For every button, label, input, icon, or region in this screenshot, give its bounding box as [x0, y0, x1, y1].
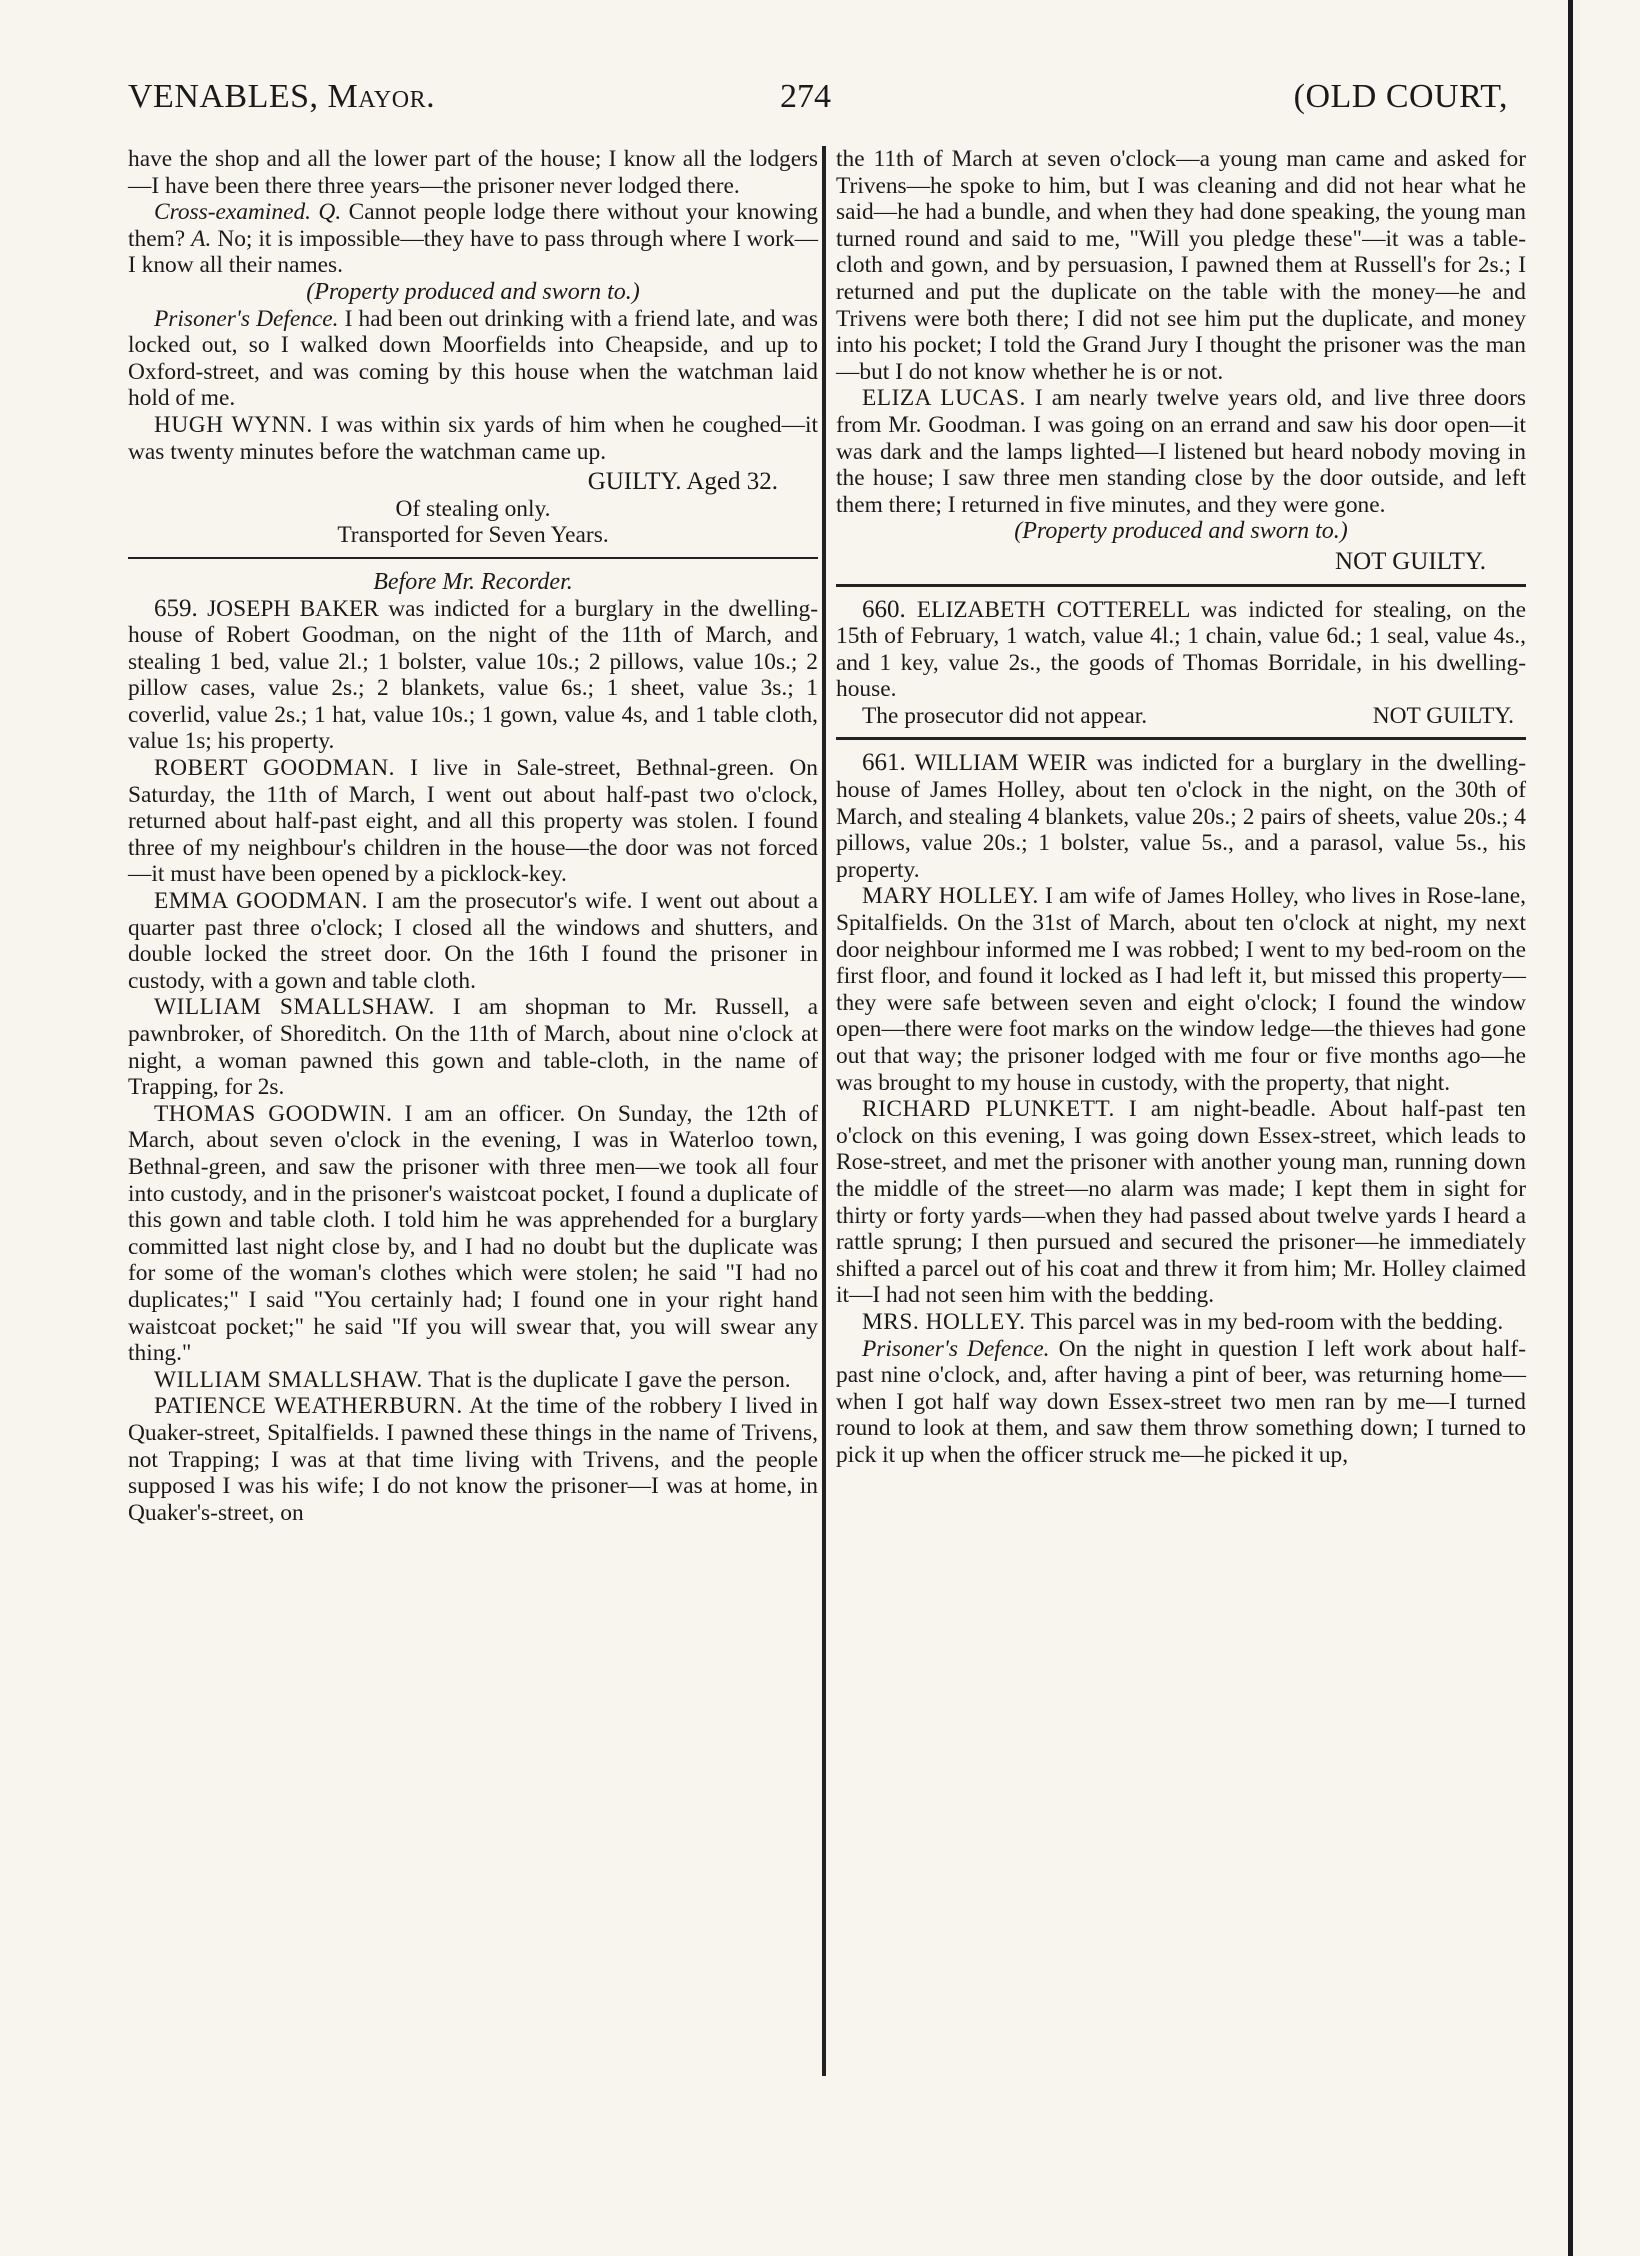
page-header [128, 78, 1508, 128]
defence-text: I had been out drinking with a friend late, and was locked out, so I walked down Moorfields into Cheapside, and up to Oxford-street, and was coming by this house when the watchman laid hold of me. [128, 305, 818, 412]
defence-label: Prisoner's Defence. [862, 1335, 1050, 1362]
verdict: NOT GUILTY. [1335, 547, 1486, 575]
paragraph: the 11th of March at seven o'clock—a young man came and asked for Trivens—he spoke to him, but I was cleaning and did not hear what he said—he had a bundle, and when they had done speaking, the young man turned round and said to me, "Will you pledge these"—it was a table-cloth and gown, and by persuasion, I pawned them at Russell's for 2s.; I returned and put the duplicate on the table with the money—he and Trivens were both there; I did not see him put the duplicate, and money into his pocket; I told the Grand Jury I thought the prisoner was the man—but I do not know whether he is or not. [836, 146, 1526, 385]
case-number: 661. [862, 749, 906, 777]
witness-name: EMMA GOODMAN. [154, 888, 368, 915]
page-number: 274 [780, 78, 831, 115]
prisoners-defence [836, 1336, 1526, 1469]
witness-name: PATIENCE WEATHERBURN. [154, 1393, 463, 1420]
answer-text: No; it is impossible—they have to pass through where I work—I know all their names. [128, 225, 818, 279]
case-outcome [836, 703, 1526, 730]
section-rule [128, 557, 818, 559]
indictment-text: was indicted for a burglary in the dwelling-house of James Holley, about ten o'clock in the night, on the 30th of March, and stealing 4 blankets, value 20s.; 2 pairs of sheets, value 20s.; 4 pillows, value 20s.; 1 bolster, value 5s., and a parasol, value 5s., his property. [836, 750, 1526, 883]
property-note: (Property produced and sworn to.) [306, 278, 640, 305]
testimony-text: I am an officer. On Sunday, the 12th of March, about seven o'clock in the evening, I was in Waterloo town, Bethnal-green, and saw the prisoner with three men—we took all four into custody, and in the prisoner's waistcoat pocket, I found a duplicate of this gown and table cloth. I told him he was apprehended for a burglary committed last night close by, and I had no doubt but the duplicate was for some of the woman's clothes which were stolen; he said "I had no duplicates;" I said "You certainly had; I found one in your right hand waistcoat pocket;" he said "If you will swear that, you will swear any thing." [128, 1100, 818, 1367]
testimony-text: At the time of the robbery I lived in Quaker-street, Spitalfields. I pawned these things in the name of Trivens, not Trapping; I was at that time living with Trivens, and the people supposed I was his wife; I do not know the prisoner—I was at home, in Quaker's-street, on [128, 1393, 818, 1526]
defence-text: On the night in question I left work about half-past nine o'clock, and, after having a pint of beer, was returning home—when I got half way down Essex-street two men ran by me—I turned round to look at them, and saw them throw something down; I turned to pick it up when the officer struck me—he picked it up, [836, 1335, 1527, 1468]
prosecutor-note: The prosecutor did not appear. [862, 702, 1148, 729]
q-marker: Q. [318, 199, 342, 226]
defendant-name: ELIZABETH COTTERELL [916, 596, 1190, 623]
case-indictment [836, 597, 1526, 703]
indictment-text: was indicted for stealing, on the 15th of February, 1 watch, value 4l.; 1 chain, value 6d.; 1 seal, value 4s., and 1 key, value 2s., the goods of Thomas Borridale, in his dwelling-house. [836, 596, 1526, 703]
testimony [128, 994, 818, 1100]
witness-name: MARY HOLLEY. [862, 883, 1039, 910]
verdict: GUILTY. Aged 32. [587, 468, 778, 496]
testimony [128, 1367, 818, 1394]
a-marker: A. [191, 225, 212, 252]
testimony-text: I am wife of James Holley, who lives in Rose-lane, Spitalfields. On the 31st of March, about ten o'clock at night, my next door neighbour informed me I was robbed; I went to my bed-room on the first floor, and found it locked as I had left it, but missed this property—they were safe between seven and eight o'clock; I found the window open—there were foot marks on the window ledge—the thieves had gone out that way; the prisoner lodged with me four or five months ago—he was brought to my house in custody, with the property, that night. [836, 883, 1526, 1096]
testimony-text: I was within six yards of him when he coughed—it was twenty minutes before the watchman came up. [128, 411, 818, 465]
verdict: NOT GUILTY. [1372, 702, 1514, 729]
witness-name: WILLIAM SMALLSHAW. [154, 994, 435, 1021]
right-column [836, 146, 1526, 1469]
testimony [128, 1101, 818, 1367]
cross-examined-label: Cross-examined. [154, 199, 311, 226]
prisoners-defence [128, 306, 818, 412]
verdict-qualifier: Of stealing only. [395, 495, 551, 522]
defendant-name: JOSEPH BAKER [207, 595, 379, 622]
witness-name: RICHARD PLUNKETT. [862, 1096, 1115, 1123]
paragraph: have the shop and all the lower part of the house; I know all the lodgers—I have been there three years—the prisoner never lodged there. [128, 146, 818, 199]
witness-name: HUGH WYNN. [154, 411, 313, 438]
testimony [836, 883, 1526, 1096]
case-indictment [128, 596, 818, 756]
testimony [836, 1096, 1526, 1309]
page-edge-shadow [1568, 0, 1573, 2256]
running-head-right: (OLD COURT, [1293, 78, 1508, 115]
testimony-text: This parcel was in my bed-room with the bedding. [1030, 1308, 1504, 1335]
section-rule [836, 737, 1526, 740]
case-indictment [836, 750, 1526, 883]
testimony [836, 1309, 1526, 1336]
testimony [128, 888, 818, 994]
testimony-text: That is the duplicate I gave the person. [428, 1366, 791, 1393]
testimony [128, 1393, 818, 1526]
witness-name: ROBERT GOODMAN. [154, 755, 396, 782]
cross-examination [128, 199, 818, 279]
column-divider [822, 146, 826, 2076]
indictment-text: was indicted for a burglary in the dwelling-house of Robert Goodman, on the night of the 11th of March, and stealing 1 bed, value 2l.; 1 bolster, value 10s.; 2 pillows, value 10s.; 2 pillow cases, value 2s.; 2 blankets, value 6s.; 1 sheet, value 3s.; 1 coverlid, value 2s.; 1 hat, value 10s.; 1 gown, value 4s, and 1 table cloth, value 1s; his property. [128, 595, 818, 755]
witness-name: WILLIAM SMALLSHAW. [154, 1366, 423, 1393]
witness-name: MRS. HOLLEY. [862, 1308, 1026, 1335]
left-column [128, 146, 818, 1526]
testimony-text: I live in Sale-street, Bethnal-green. On Saturday, the 11th of March, I went out about half-past two o'clock, returned about half-past eight, and all this property was stolen. I found three of my neighbour's children in the house—the door was not forced—it must have been opened by a picklock-key. [128, 755, 818, 888]
testimony-text: I am shopman to Mr. Russell, a pawnbroker, of Shoreditch. On the 11th of March, about nine o'clock at night, a woman pawned this gown and table-cloth, in the name of Trapping, for 2s. [128, 994, 818, 1101]
section-rule [836, 584, 1526, 587]
testimony-text: I am nearly twelve years old, and live three doors from Mr. Goodman. I was going on an errand and saw his door open—it was dark and the lamps lighted—I listened but heard nobody moving in the house; I saw three men standing close by the door outside, and left them there; I returned in five minutes, and they were gone. [836, 385, 1526, 518]
question-text: Cannot people lodge there without your knowing them? [128, 199, 818, 252]
testimony [128, 755, 818, 888]
testimony-text: I am the prosecutor's wife. I went out about a quarter past three o'clock; I closed all the windows and shutters, and double locked the street door. On the 16th I found the prisoner in custody, with a gown and table cloth. [128, 888, 818, 994]
court-heading: Before Mr. Recorder. [373, 568, 573, 595]
property-note: (Property produced and sworn to.) [1014, 518, 1348, 545]
testimony-text: I am night-beadle. About half-past ten o'clock on this evening, I was going down Essex-street, which leads to Rose-street, and met the prisoner with another young man, running down the middle of the street—no alarm was made; I kept them in sight for thirty or forty yards—when they had passed about twelve yards I heard a rattle sprung; I then pursued and secured the prisoner—he immediately shifted a parcel out of his coat and threw it from him; Mr. Holley claimed it—I had not seen him with the bedding. [836, 1096, 1526, 1309]
sentence: Transported for Seven Years. [337, 522, 609, 549]
running-head-left: VENABLES, Mayor. [128, 78, 436, 115]
testimony [836, 385, 1526, 518]
case-number: 659. [154, 594, 198, 622]
defendant-name: WILLIAM WEIR [914, 750, 1088, 777]
witness-name: THOMAS GOODWIN. [154, 1100, 393, 1127]
testimony [128, 412, 818, 465]
defence-label: Prisoner's Defence. [154, 305, 339, 332]
case-number: 660. [862, 595, 906, 623]
witness-name: ELIZA LUCAS. [862, 385, 1026, 412]
